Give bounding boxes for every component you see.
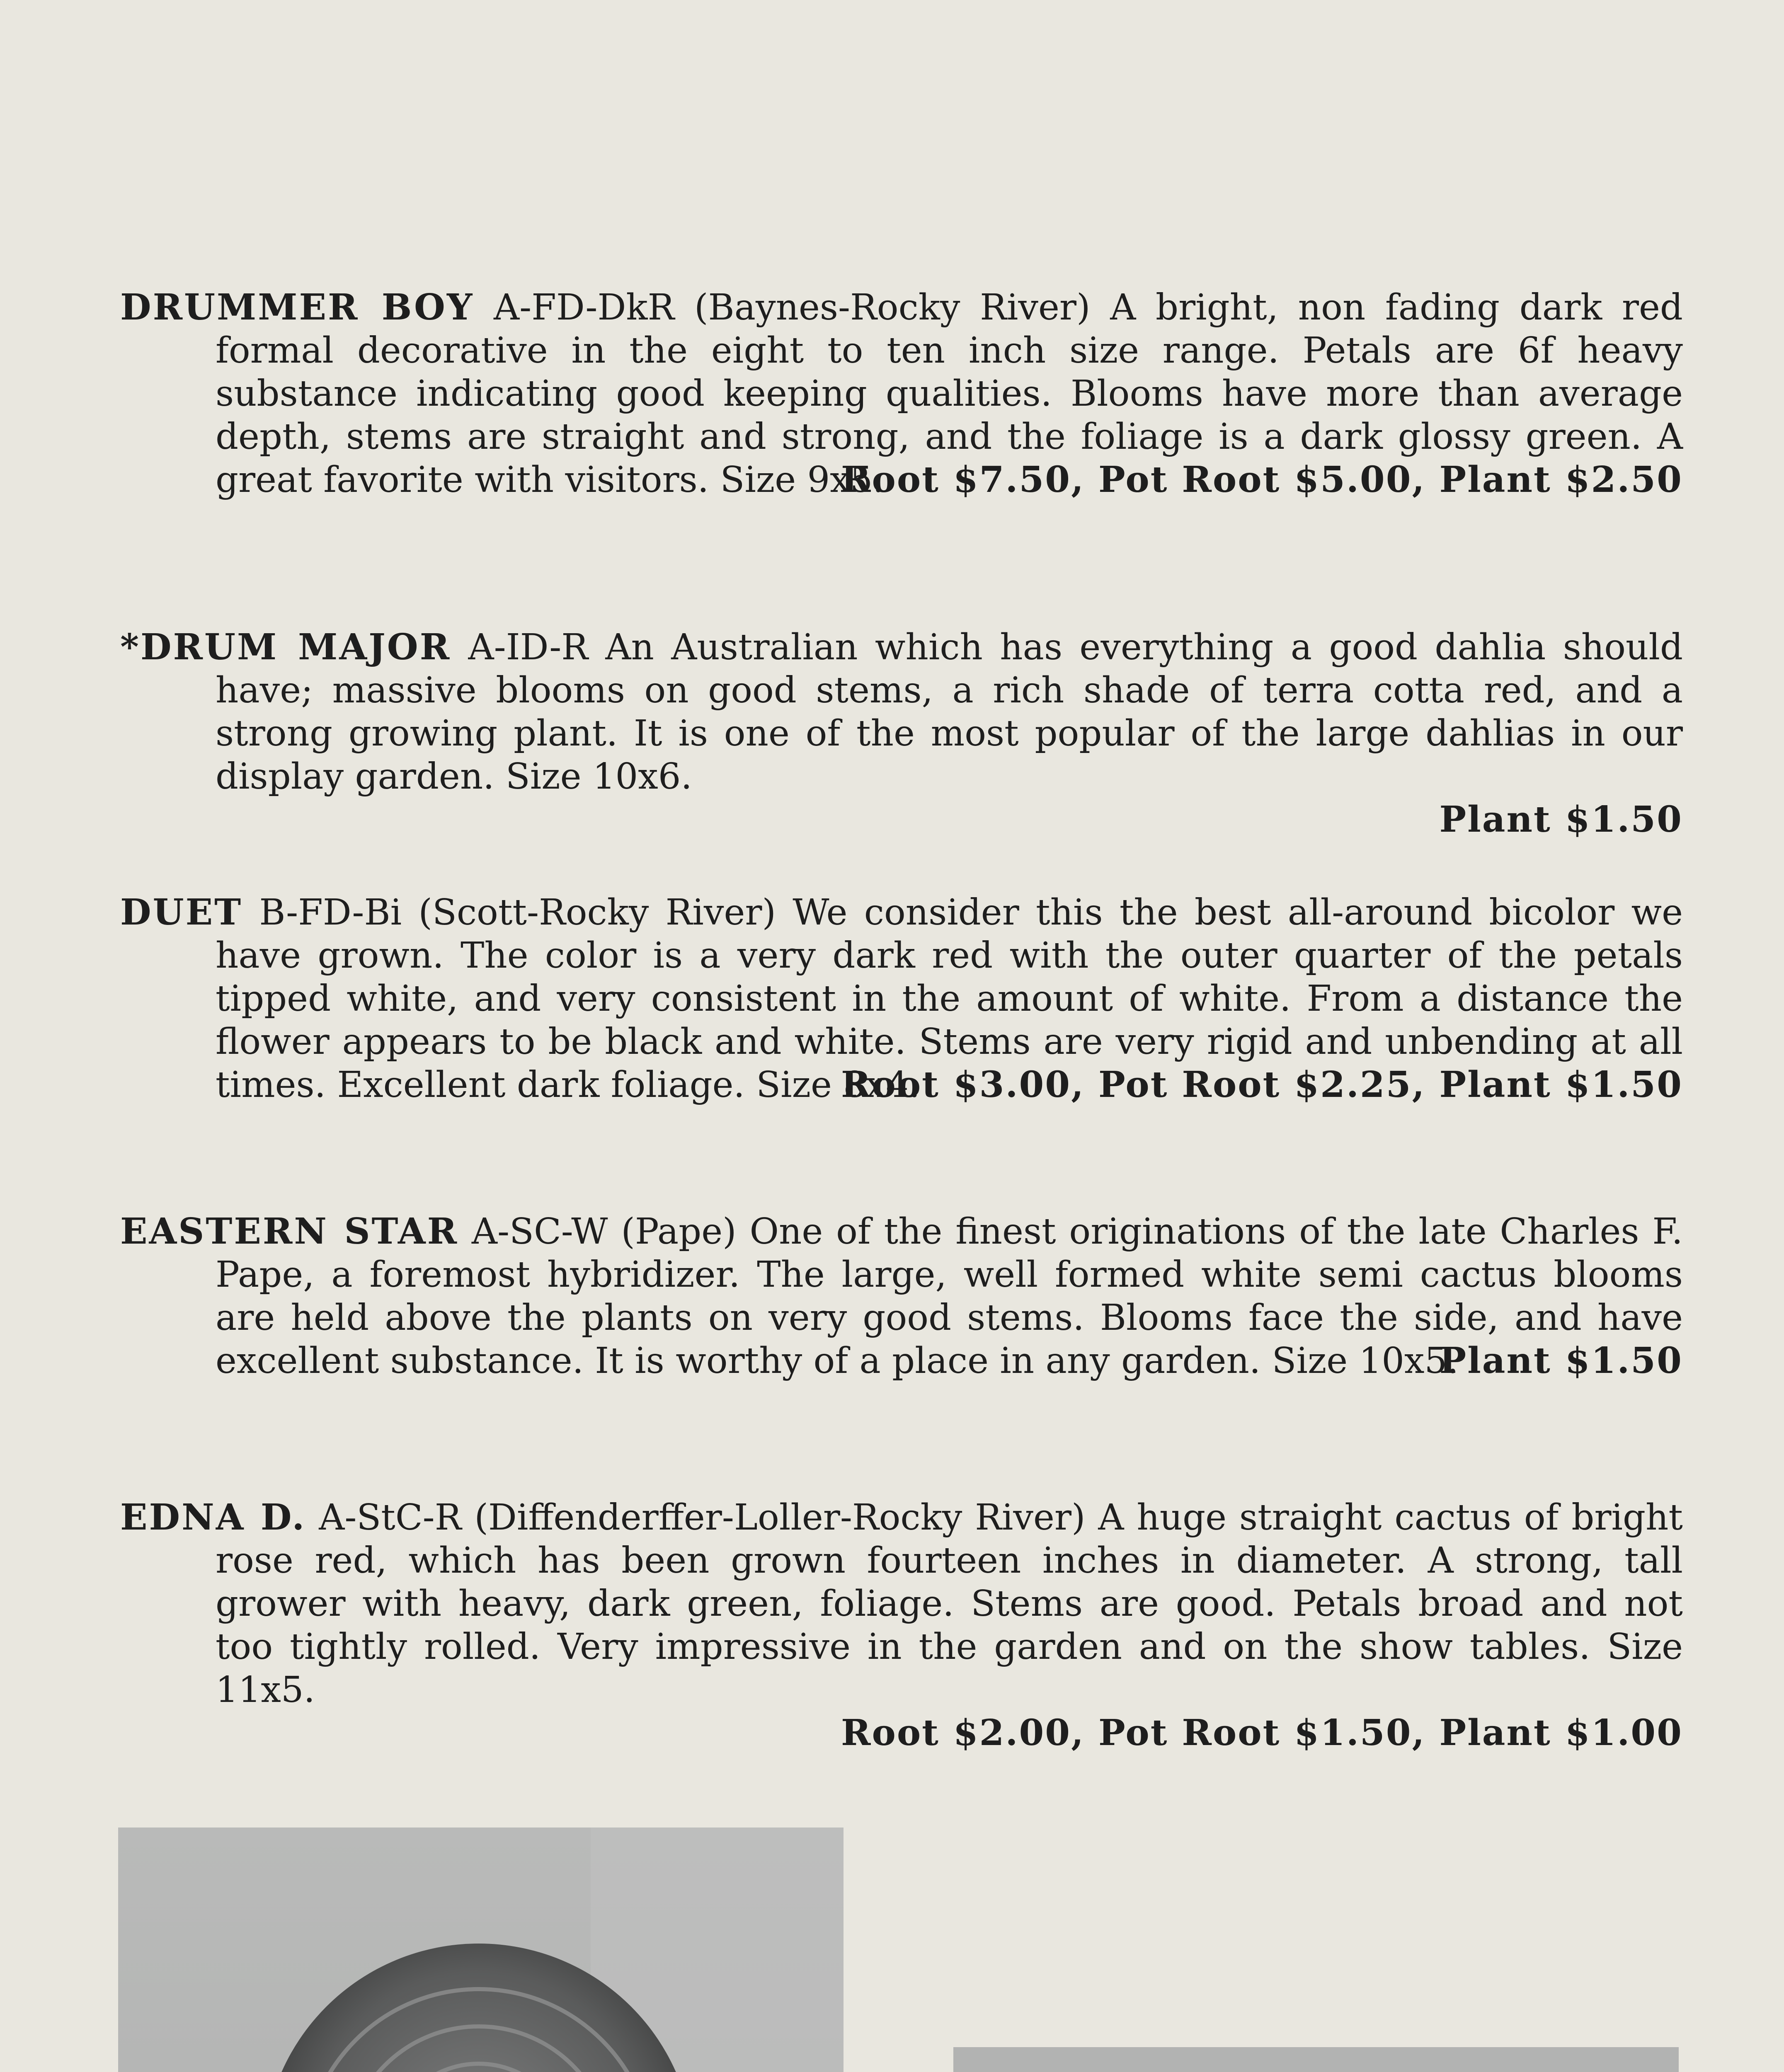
variety-name: EDNA D.: [120, 1496, 306, 1538]
variety-price: Plant $1.50: [1439, 799, 1683, 840]
entry-paragraph: [120, 626, 1683, 798]
entry-eastern-star: [120, 1210, 1683, 1382]
entry-paragraph: [120, 1496, 1683, 1711]
variety-description: A-StC-R (Diffenderffer-Loller-Rocky River) A huge straight cactus of bright rose red, which has been grown fourteen inches in diameter. A strong, tall grower with heavy, dark green, foliage. Stems are good. Petals broad and not too tightly rolled. Very impressive in the garden and on the show tables. Size 11x5.: [216, 1497, 1683, 1711]
variety-name: DUET: [120, 891, 243, 933]
variety-description: A-FD-DkR (Baynes-Rocky River) A bright, non fading dark red formal decorative in the eight to ten inch size range. Petals are 6f heavy substance indicating good keeping qualities. Blooms have more than average depth, stems are straight and strong, and the foliage is a dark glossy green. A great favorite with visitors. Size 9x5.: [216, 287, 1683, 501]
variety-name: DRUMMER BOY: [120, 286, 474, 328]
variety-price: Root $3.00, Pot Root $2.25, Plant $1.50: [841, 1064, 1683, 1106]
entry-duet: [120, 891, 1683, 1106]
variety-description: B-FD-Bi (Scott-Rocky River) We consider this the best all-around bicolor we have grown. The color is a very dark red with the outer quarter of the petals tipped white, and very consistent in the amount of white. From a distance the flower appears to be black and white. Stems are very rigid and unbending at all times. Excellent dark foliage. Size 8x4.: [216, 892, 1683, 1106]
variety-price: Root $2.00, Pot Root $1.50, Plant $1.00: [841, 1712, 1683, 1754]
entry-edna-d: [120, 1496, 1683, 1755]
duet-photo: [953, 2047, 1679, 2072]
entry-drummer-boy: [120, 286, 1683, 501]
entry-drum-major: [120, 626, 1683, 841]
variety-price: Plant $1.50: [1439, 1340, 1683, 1382]
entry-paragraph: [120, 1210, 1683, 1382]
variety-name: *DRUM MAJOR: [120, 626, 451, 668]
dahlia-bicolor-icon: [953, 2047, 1679, 2072]
entry-paragraph: [120, 891, 1683, 1106]
drummer-boy-photo: [118, 1828, 844, 2072]
dahlia-formal-decorative-icon: [118, 1828, 844, 2072]
variety-name: EASTERN STAR: [120, 1210, 459, 1252]
variety-description: A-SC-W (Pape) One of the finest originations of the late Charles F. Pape, a foremost hybridizer. The large, well formed white semi cactus blooms are held above the plants on very good stems. Blooms face the side, and have excellent substance. It is worthy of a place in any garden. Size 10x5.: [216, 1211, 1683, 1382]
variety-price: Root $7.50, Pot Root $5.00, Plant $2.50: [841, 459, 1683, 501]
variety-description: A-ID-R An Australian which has everything a good dahlia should have; massive blooms on good stems, a rich shade of terra cotta red, and a strong growing plant. It is one of the most popular of the large dahlias in our display garden. Size 10x6.: [216, 627, 1683, 797]
entry-paragraph: [120, 286, 1683, 501]
